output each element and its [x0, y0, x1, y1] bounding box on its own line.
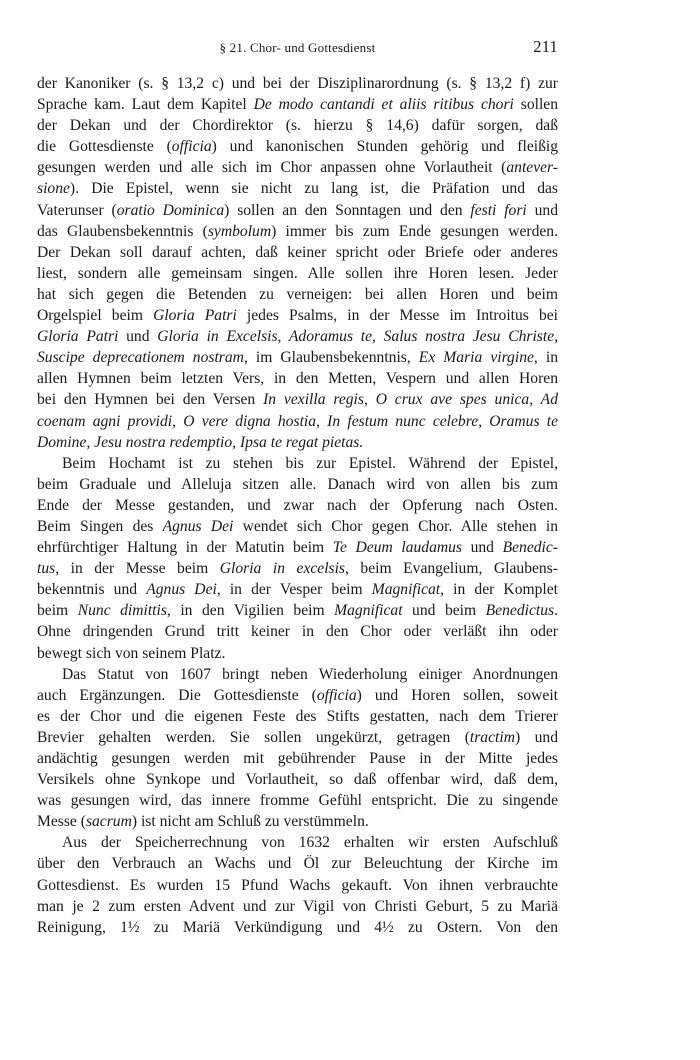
- italic-text: Domine, Jesu nostra redemptio, Ipsa te regat pietas.: [37, 433, 364, 451]
- text-line: [37, 411, 558, 432]
- italic-text: tractim: [469, 728, 515, 746]
- text-run: Messe (: [37, 813, 86, 831]
- text-run: bei den Hymnen bei den Versen: [37, 391, 264, 409]
- italic-text: officia: [316, 686, 357, 704]
- text-run: , in der Komplet: [440, 581, 559, 599]
- text-run: Vaterunser (: [37, 201, 117, 219]
- text-line: [37, 896, 558, 917]
- text-line: [37, 136, 558, 157]
- text-run: Versikels ohne Synkope und Vorlautheit, so daß offenbar wird, daß dem,: [37, 771, 558, 789]
- text-run: , in den Vigilien beim: [166, 602, 335, 620]
- text-run: die Gottesdienste (: [37, 138, 172, 156]
- italic-text: oratio Dominica: [116, 201, 225, 219]
- text-run: gesungen werden und alle sich im Chor anpassen ohne Vorlautheit (: [37, 159, 507, 177]
- text-run: , im Glaubensbekenntnis,: [243, 349, 419, 367]
- text-line: [37, 685, 558, 706]
- text-line: [37, 811, 558, 832]
- text-line: [37, 790, 558, 811]
- text-run: Der Dekan soll darauf achten, daß keiner spricht oder Briefe oder anderes: [37, 243, 558, 261]
- italic-text: Magnificat: [334, 602, 403, 620]
- text-line: [37, 875, 558, 896]
- italic-text: tus: [37, 560, 56, 578]
- text-run: ). Die Epistel, wenn sie nicht zu lang ist, die Präfation und das: [69, 180, 558, 198]
- text-run: was gesungen wird, das innere fromme Gefühl entspricht. Die zu singende: [37, 792, 558, 810]
- italic-text: coenam agni providi, O vere digna hostia, In festum nunc celebre, Oramus te: [37, 412, 558, 430]
- text-line: [37, 748, 558, 769]
- running-head: [37, 38, 558, 60]
- italic-text: sione: [37, 180, 70, 198]
- text-line: [37, 579, 558, 600]
- text-run: Brevier gehalten werden. Sie sollen ungekürzt, getragen (: [37, 728, 470, 746]
- page-number: 211: [533, 37, 558, 56]
- text-line: [37, 178, 558, 199]
- italic-text: Benedic-: [502, 539, 558, 557]
- text-run: hat sich gegen die Betenden zu verneigen: bei allen Horen und beim: [37, 285, 558, 303]
- text-run: ehrfürchtiger Haltung in der Matutin beim: [37, 539, 333, 557]
- text-run: beim Graduale und Alleluja sitzen alle. Danach wird von allen bis zum: [37, 475, 558, 493]
- text-line: [37, 706, 558, 727]
- italic-text: Gloria Patri: [153, 307, 237, 325]
- text-line: [37, 495, 558, 516]
- text-run: Beim Singen des: [37, 517, 163, 535]
- text-run: Ohne dringenden Grund tritt keiner in den Chor oder verläßt ihn oder: [37, 623, 558, 641]
- text-run: Ende der Messe gestanden, und zwar nach der Opferung nach Osten.: [37, 496, 558, 514]
- italic-text: De modo cantandi et aliis ritibus chori: [253, 96, 514, 114]
- italic-text: Gloria in Excelsis, Adoramus te, Salus nostra Jesu Christe,: [157, 328, 559, 346]
- text-line: [37, 94, 558, 115]
- text-run: jedes Psalms, in der Messe im Introitus bei: [236, 307, 558, 325]
- text-line: [37, 853, 558, 874]
- text-line: [37, 115, 558, 136]
- italic-text: Agnus Dei: [146, 581, 217, 599]
- text-run: und: [462, 539, 503, 557]
- text-line: [37, 769, 558, 790]
- text-run: , beim Evangelium, Glaubens-: [345, 560, 558, 578]
- text-run: und beim: [402, 602, 486, 620]
- text-run: über den Verbrauch an Wachs und Öl zur Beleuchtung der Kirche im: [37, 855, 558, 873]
- text-run: Beim Hochamt ist zu stehen bis zur Epistel. Während der Epistel,: [62, 454, 558, 472]
- text-line: [37, 305, 558, 326]
- text-run: Orgelspiel beim: [37, 307, 154, 325]
- body-text: [37, 73, 558, 938]
- text-line: [37, 664, 558, 685]
- text-line: [37, 368, 558, 389]
- italic-text: Agnus Dei: [162, 517, 234, 535]
- text-run: liest, sondern alle gemeinsam singen. Alle sollen ihre Horen lesen. Jeder: [37, 264, 558, 282]
- text-line: [37, 284, 558, 305]
- text-line: [37, 157, 558, 178]
- text-run: Gottesdienst. Es wurden 15 Pfund Wachs gekauft. Von ihnen verbrauchte: [37, 876, 558, 894]
- text-line: [37, 73, 558, 94]
- text-run: es der Chor und die eigenen Feste des Stifts gestatten, nach dem Trierer: [37, 707, 558, 725]
- text-run: Aus der Speicherrechnung von 1632 erhalten wir ersten Aufschluß: [62, 834, 558, 852]
- italic-text: Gloria Patri: [37, 328, 119, 346]
- text-run: ) und Horen sollen, soweit: [356, 686, 558, 704]
- text-line: [37, 221, 558, 242]
- italic-text: sacrum: [85, 813, 132, 831]
- italic-text: In vexilla regis, O crux ave spes unica, Ad: [263, 391, 558, 409]
- text-line: [37, 432, 558, 453]
- text-line: [37, 347, 558, 368]
- text-run: und: [118, 328, 158, 346]
- text-line: [37, 600, 558, 621]
- text-run: andächtig gesungen werden mit gebührender Pause in der Mitte jedes: [37, 750, 558, 767]
- text-line: [37, 200, 558, 221]
- text-line: [37, 516, 558, 537]
- italic-text: Nunc dimittis: [77, 602, 167, 620]
- text-run: beim: [37, 602, 78, 620]
- text-line: [37, 537, 558, 558]
- text-run: Sprache kam. Laut dem Kapitel: [37, 96, 254, 114]
- text-run: das Glaubensbekenntnis (: [37, 222, 208, 240]
- text-run: ) sollen an den Sonntagen und den: [224, 201, 471, 219]
- text-line: [37, 389, 558, 410]
- text-run: allen Hymnen beim letzten Vers, in den Metten, Vespern und allen Horen: [37, 370, 558, 388]
- text-run: ) immer bis zum Ende gesungen werden.: [271, 222, 559, 240]
- text-line: [37, 621, 558, 642]
- text-line: [37, 474, 558, 495]
- text-run: .: [554, 602, 558, 620]
- text-run: der Dekan und der Chordirektor (s. hierzu § 14,6) dafür sorgen, daß: [37, 117, 558, 135]
- text-run: bekenntnis und: [37, 581, 147, 599]
- text-line: [37, 453, 558, 474]
- running-title: § 21. Chor- und Gottesdienst: [219, 40, 376, 55]
- text-run: sollen: [513, 96, 558, 114]
- text-run: und: [526, 201, 558, 219]
- text-run: der Kanoniker (s. § 13,2 c) und bei der Disziplinarordnung (s. § 13,2 f) zur: [37, 75, 558, 92]
- text-line: [37, 917, 558, 938]
- text-line: [37, 263, 558, 284]
- italic-text: Te Deum laudamus: [332, 539, 462, 557]
- text-line: [37, 326, 558, 347]
- text-run: Das Statut von 1607 bringt neben Wiederholung einiger Anordnungen: [62, 665, 558, 683]
- italic-text: Ex Maria virgine: [418, 349, 534, 367]
- text-line: [37, 558, 558, 579]
- text-run: wendet sich Chor gegen Chor. Alle stehen in: [233, 517, 559, 535]
- italic-text: Suscipe deprecationem nostram: [37, 349, 244, 367]
- text-run: , in: [533, 349, 558, 367]
- text-run: ) ist nicht am Schluß zu verstümmeln.: [131, 813, 369, 831]
- text-run: , in der Messe beim: [55, 560, 220, 578]
- text-line: [37, 727, 558, 748]
- italic-text: Benedictus: [485, 602, 555, 620]
- text-line: [37, 643, 558, 664]
- text-run: Reinigung, 1½ zu Mariä Verkündigung und 4½ zu Ostern. Von den: [37, 918, 558, 936]
- text-line: [37, 832, 558, 853]
- text-run: ) und: [514, 728, 558, 746]
- italic-text: festi fori: [470, 201, 527, 219]
- italic-text: Magnificat: [371, 581, 441, 599]
- italic-text: symbolum: [207, 222, 272, 240]
- italic-text: officia: [171, 138, 212, 156]
- text-run: man je 2 zum ersten Advent und zur Vigil von Christi Geburt, 5 zu Mariä: [37, 897, 558, 915]
- text-run: , in der Vesper beim: [216, 581, 372, 599]
- text-run: bewegt sich von seinem Platz.: [37, 644, 226, 662]
- italic-text: Gloria in excelsis: [219, 560, 346, 578]
- text-run: ) und kanonischen Stunden gehörig und fleißig: [211, 138, 558, 156]
- text-line: [37, 242, 558, 263]
- text-run: auch Ergänzungen. Die Gottesdienste (: [37, 686, 317, 704]
- italic-text: antever-: [506, 159, 558, 177]
